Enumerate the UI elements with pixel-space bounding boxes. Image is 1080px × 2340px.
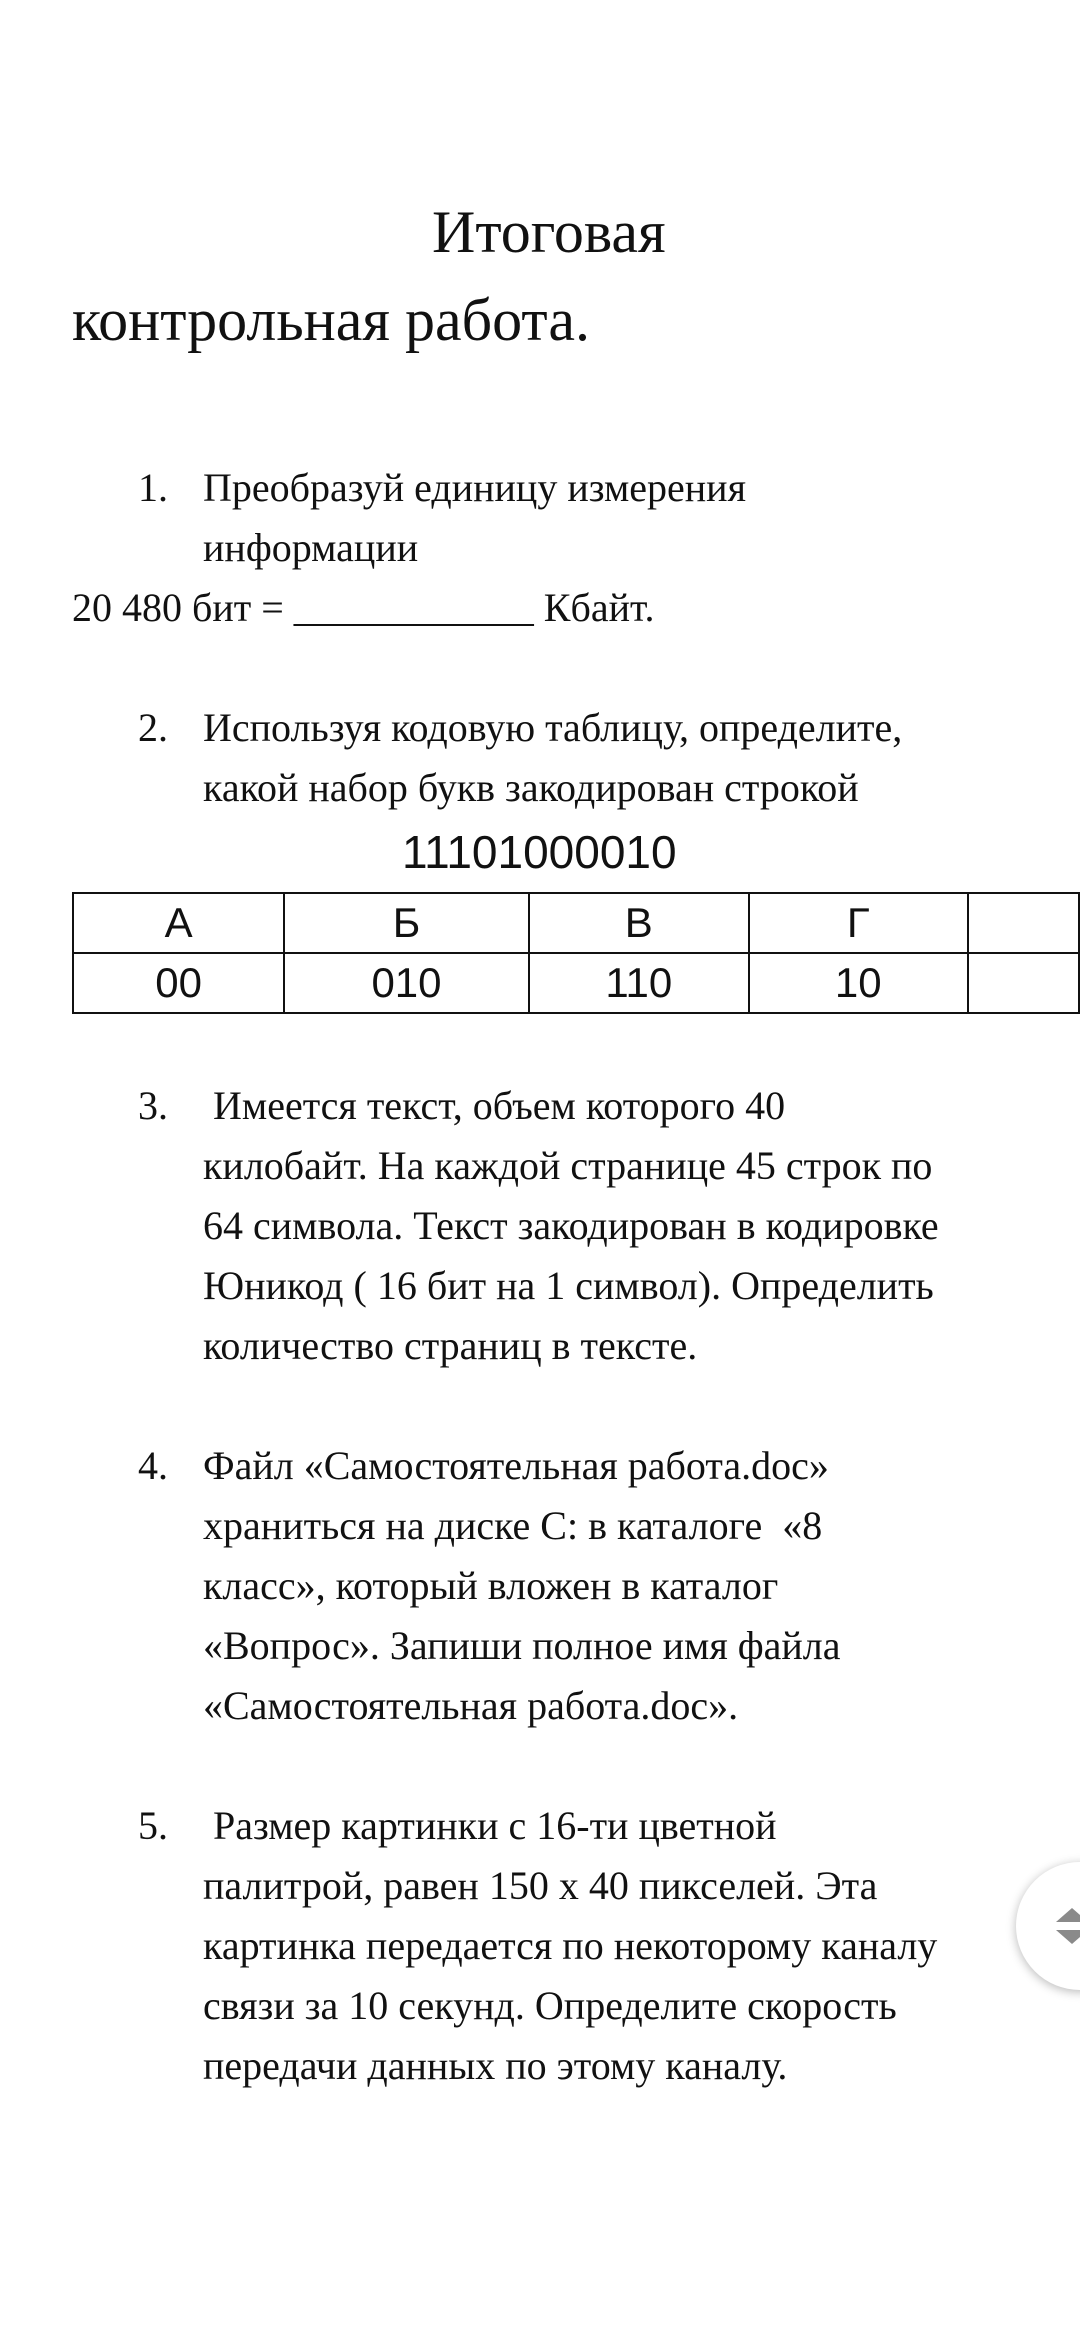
question-3-number: 3. [138, 1083, 168, 1128]
question-5-line: передачи данных по этому каналу. [203, 2043, 788, 2088]
question-4-text [203, 1436, 1018, 1736]
question-4 [138, 1436, 1018, 1736]
question-1-line: Преобразуй единицу измерения [203, 465, 746, 510]
question-5-line: связи за 10 секунд. Определите скорость [203, 1983, 897, 2028]
question-1 [138, 458, 1018, 578]
code-table [72, 892, 1080, 1014]
question-4-number: 4. [138, 1443, 168, 1488]
question-1-formula: 20 480 бит = ____________ Кбайт. [72, 585, 655, 630]
question-1-text [203, 458, 1018, 578]
code-table-codes-row [73, 953, 1079, 1013]
code-table-cell [968, 893, 1079, 953]
question-2-line: Используя кодовую таблицу, определите, [203, 705, 903, 750]
question-3-text [203, 1076, 1018, 1376]
code-table-cell: Г [749, 893, 968, 953]
question-4-line: храниться на диске С: в каталоге «8 [203, 1503, 823, 1548]
question-3-line: Имеется текст, объем которого 40 [203, 1083, 786, 1128]
document-title-line-2: контрольная работа. [72, 287, 590, 353]
question-5-line: палитрой, равен 150 х 40 пикселей. Эта [203, 1863, 878, 1908]
question-4-line: класс», который вложен в каталог [203, 1563, 779, 1608]
question-3-line: Юникод ( 16 бит на 1 символ). Определить [203, 1263, 934, 1308]
question-4-line: «Самостоятельная работа.doc». [203, 1683, 739, 1728]
code-table-cell: В [529, 893, 749, 953]
code-table-cell: 00 [73, 953, 284, 1013]
question-1-number: 1. [138, 465, 168, 510]
code-table-cell: 110 [529, 953, 749, 1013]
code-table-cell: Б [284, 893, 528, 953]
document-title-line-1: Итоговая [432, 199, 666, 265]
code-table-cell: 10 [749, 953, 968, 1013]
question-3 [138, 1076, 1018, 1376]
code-table-letters-row [73, 893, 1079, 953]
question-5-text [203, 1796, 1018, 2096]
question-2-number: 2. [138, 705, 168, 750]
question-3-line: 64 символа. Текст закодирован в кодировке [203, 1203, 939, 1248]
question-5 [138, 1796, 1018, 2096]
question-2-text [203, 698, 1018, 818]
question-3-line: килобайт. На каждой странице 45 строк по [203, 1143, 933, 1188]
question-1-line: информации [203, 525, 419, 570]
question-4-line: «Вопрос». Запиши полное имя файла [203, 1623, 841, 1668]
question-5-number: 5. [138, 1803, 168, 1848]
code-table-cell: А [73, 893, 284, 953]
question-3-line: количество страниц в тексте. [203, 1323, 698, 1368]
question-5-line: Размер картинки с 16-ти цветной [203, 1803, 777, 1848]
question-2 [138, 698, 1018, 818]
question-5-line: картинка передается по некоторому каналу [203, 1923, 938, 1968]
code-table-cell: 010 [284, 953, 528, 1013]
up-down-chevrons-icon [1052, 1902, 1080, 1950]
question-2-line: какой набор букв закодирован строкой [203, 765, 859, 810]
question-2-code-string: 11101000010 [402, 826, 677, 878]
code-table-cell [968, 953, 1079, 1013]
question-4-line: Файл «Самостоятельная работа.doc» [203, 1443, 829, 1488]
